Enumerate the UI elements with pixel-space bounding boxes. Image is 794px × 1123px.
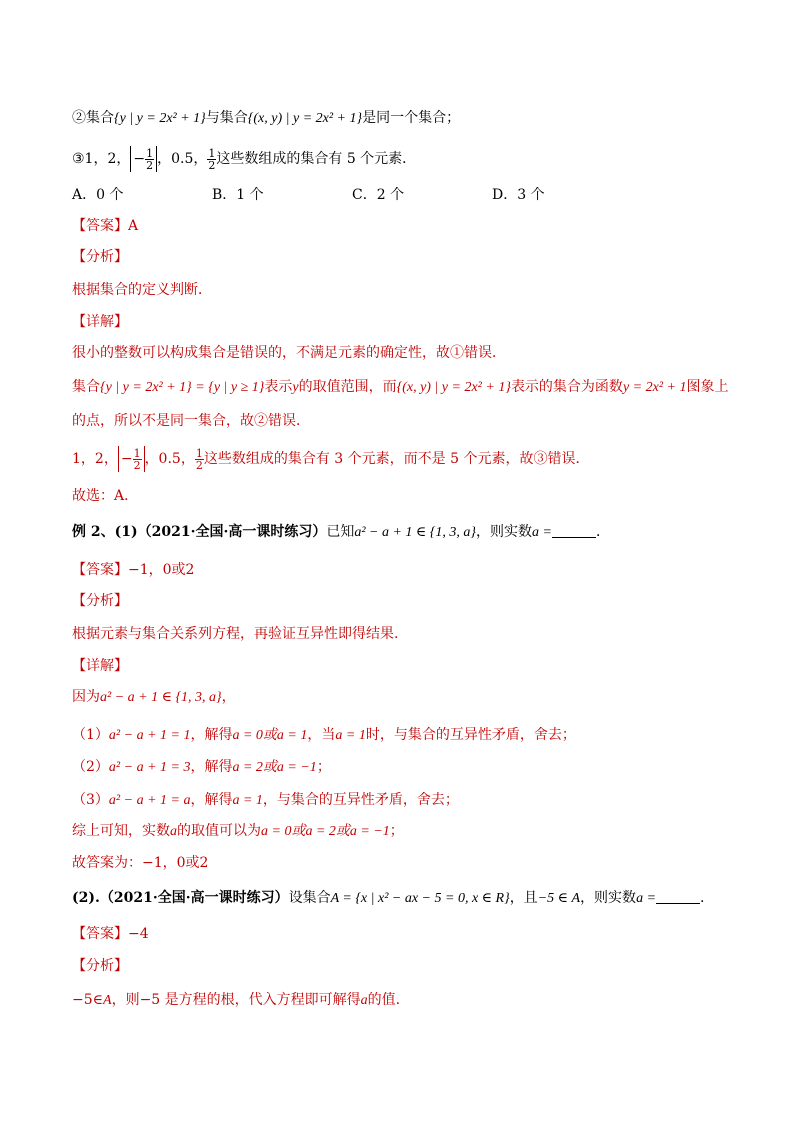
detail-1-line-4: 1，2， − $\frac{1}{2}$ ，0.5， $\frac{1}{2}$ 这些数组成的集合有 3 个元素，而不是 5 个元素，故③错误．: [72, 446, 590, 472]
analysis-text-1: 根据集合的定义判断．: [72, 282, 212, 298]
detail-label-1: 【详解】: [72, 314, 128, 330]
detail-1-line-1: 很小的整数可以构成集合是错误的，不满足元素的确定性，故①错误．: [72, 345, 506, 361]
detail-1-line-3: 的点，所以不是同一集合，故②错误．: [72, 413, 310, 429]
detail-1-line-5: 故选：A．: [72, 488, 139, 504]
detail-2-case-2: （2）a² − a + 1 = 3，解得a = 2或a = −1；: [72, 759, 331, 775]
analysis-text-2: 根据元素与集合关系列方程，再验证互异性即得结果.: [72, 626, 399, 642]
analysis-label-3: 【分析】: [72, 958, 128, 974]
option-d: D．3 个: [492, 187, 545, 203]
absolute-value: − $\frac{1}{2}$: [118, 446, 145, 472]
option-a: A．0 个: [72, 187, 124, 203]
detail-1-line-2: 集合{y | y = 2x² + 1} = {y | y ≥ 1}表示y的取值范围，而{(x, y) | y = 2x² + 1}表示的集合为函数y = 2x² + 1图象上: [72, 379, 729, 395]
absolute-value: − $\frac{1}{2}$: [130, 146, 157, 172]
option-c: C．2 个: [352, 187, 405, 203]
analysis-label-2: 【分析】: [72, 593, 128, 609]
detail-2-summary: 综上可知，实数a的取值可以为a = 0或a = 2或a = −1；: [72, 823, 404, 839]
detail-2-line-1: 因为a² − a + 1 ∈ {1, 3, a}，: [72, 689, 236, 705]
statement-2: ②集合{y | y = 2x² + 1}与集合{(x, y) | y = 2x² + 1}是同一个集合；: [72, 110, 461, 126]
analysis-label-1: 【分析】: [72, 249, 128, 265]
analysis-text-3: −5∈A，则−5 是方程的根，代入方程即可解得a的值.: [72, 992, 401, 1008]
detail-2-case-3: （3）a² − a + 1 = a，解得a = 1，与集合的互异性矛盾，舍去；: [72, 792, 459, 808]
detail-2-case-1: （1）a² − a + 1 = 1，解得a = 0或a = 1，当a = 1时，与集合的互异性矛盾，舍去；: [72, 727, 576, 743]
statement-3: ③1，2， − $\frac{1}{2}$ ，0.5， $\frac{1}{2}$ 这些数组成的集合有 5 个元素．: [72, 146, 417, 172]
answer-options: [72, 184, 734, 206]
answer-blank: [656, 889, 700, 904]
answer-2: 【答案】−1，0或2: [72, 562, 195, 578]
detail-2-final: 故答案为：−1，0或2: [72, 855, 209, 871]
example-2-question-2: (2).（2021·全国·高一课时练习）设集合A = {x | x² − ax − 5 = 0, x ∈ R}，且−5 ∈ A，则实数a = .: [72, 890, 705, 906]
option-b: B．1 个: [212, 187, 264, 203]
answer-1: 【答案】A: [72, 218, 139, 234]
example-2-question-1: 例 2、(1)（2021·全国·高一课时练习）已知a² − a + 1 ∈ {1, 3, a}，则实数a = ．: [72, 524, 610, 540]
answer-blank: [552, 523, 596, 538]
detail-label-2: 【详解】: [72, 658, 128, 674]
answer-3: 【答案】−4: [72, 926, 149, 942]
